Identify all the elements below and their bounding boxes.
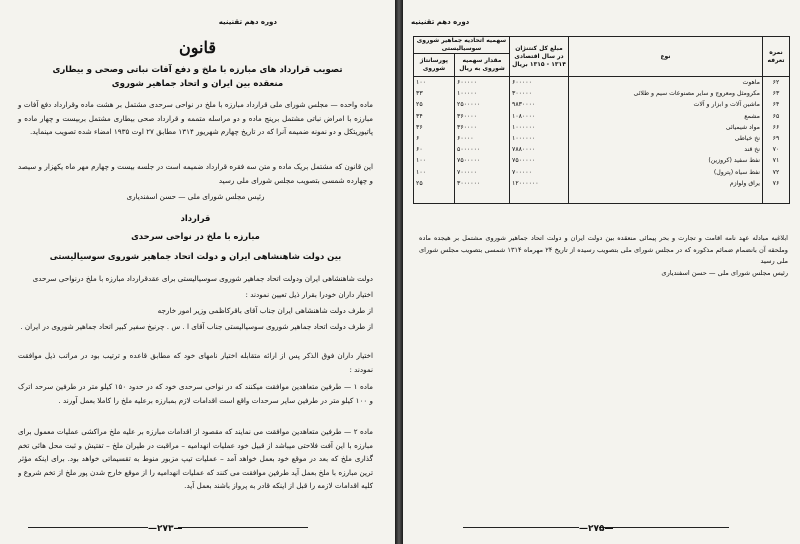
- running-head: دوره دهم تقنینیه: [218, 18, 277, 26]
- page-number: —۲۷۳—: [148, 524, 183, 534]
- cell-number: ۶۳: [763, 88, 790, 99]
- table-row: [414, 144, 790, 155]
- cell-number: ۶۶: [763, 122, 790, 133]
- col-header-item: نوع: [569, 37, 763, 77]
- table-row: [414, 88, 790, 99]
- table-row: [414, 77, 790, 89]
- tariff-table: [413, 36, 790, 204]
- cell-item: مواد شیمیائی: [569, 122, 763, 133]
- table-row: [414, 133, 790, 144]
- cell-share-percent: ۱۰۰: [414, 77, 455, 89]
- table-row: [414, 167, 790, 178]
- footer-rule: [28, 527, 148, 528]
- cell-share-percent: ۶۰: [414, 144, 455, 155]
- cell-share-percent: ۲۵: [414, 178, 455, 189]
- cell-share-percent: ۱۰۰: [414, 167, 455, 178]
- cell-share-amount: ۲۵۰۰۰۰۰: [455, 99, 510, 110]
- plenipotentiary-iran: از طرف دولت شاهنشاهی ایران جناب آقای باقرکاظمی وزیر امور خارجه: [157, 306, 373, 315]
- table-row: [414, 122, 790, 133]
- cell-item: یراق ولوازم: [569, 178, 763, 189]
- cell-item: نخ قند: [569, 144, 763, 155]
- plenipotentiary-ussr: از طرف دولت اتحاد جماهیر شوروی سوسیالیستی جناب آقای ا . س . چرنیخ سفیر کبیر اتحاد جماهیر شوروی در ایران .: [20, 322, 373, 331]
- cell-item: مشمع: [569, 111, 763, 122]
- cell-total: ۳۰۰۰۰۰: [510, 88, 569, 99]
- cell-share-amount: ۶۰۰۰۰: [455, 133, 510, 144]
- cell-share-amount: ۳۶۰۰۰۰: [455, 111, 510, 122]
- preamble: دولت شاهنشاهی ایران ودولت اتحاد جماهیر شوروی سوسیالیستی برای عقدقرارداد مبارزه با ملخ درنواحی سرحدی: [32, 274, 373, 283]
- cell-item: نفط سیاه (پترول): [569, 167, 763, 178]
- speaker-signature: رئیس مجلس شورای ملی — حسن اسفندیاری: [661, 269, 788, 277]
- cell-total: ۷۰۰۰۰۰: [510, 167, 569, 178]
- cell-share-amount: ۳۶۰۰۰۰: [455, 122, 510, 133]
- speaker-signature: رئیس مجلس شورای ملی — حسن اسفندیاری: [126, 192, 265, 201]
- col-header-share-percent: پورسانتاژ شوروی: [414, 54, 455, 77]
- cell-number: ۷۰: [763, 144, 790, 155]
- law-subtitle-line-1: تصویب قرارداد های مبارزه با ملخ و دفع آفات نباتی وصحی و بیطاری: [52, 65, 343, 75]
- cell-share-amount: ۶۰۰۰۰۰: [455, 77, 510, 89]
- table-row: [414, 111, 790, 122]
- cell-item: ماهوت: [569, 77, 763, 89]
- agreement-parties: بین دولت شاهنشاهی ایران و دولت اتحاد جماهیر شوروی سوسیالیستی: [49, 251, 342, 261]
- cell-share-percent: ۶: [414, 133, 455, 144]
- cell-number: ۷۲: [763, 167, 790, 178]
- table-row: [414, 99, 790, 110]
- cell-number: ۶۹: [763, 133, 790, 144]
- cell-share-percent: ۳۶: [414, 122, 455, 133]
- cell-total: ۱۰۸۰۰۰۰: [510, 111, 569, 122]
- footer-rule: [599, 527, 729, 528]
- agreement-subtitle: مبارزه با ملخ در نواحی سرحدی: [131, 231, 260, 241]
- cell-share-percent: ۱۰۰: [414, 155, 455, 166]
- cell-share-amount: ۳۰۰۰۰۰۰: [455, 178, 510, 189]
- cell-share-amount: ۵۰۰۰۰۰۰: [455, 144, 510, 155]
- cell-number: ۶۴: [763, 99, 790, 110]
- agreement-title: قرارداد: [180, 213, 211, 223]
- cell-share-percent: ۳۴: [414, 111, 455, 122]
- right-page: [403, 0, 800, 544]
- cell-item: ماشین آلات و ابزار و آلات: [569, 99, 763, 110]
- cell-number: ۷۱: [763, 155, 790, 166]
- cell-share-percent: ۳۳: [414, 88, 455, 99]
- cell-number: ۶۵: [763, 111, 790, 122]
- cell-number: ۷۶: [763, 178, 790, 189]
- plenipotentiaries-intro: اختیار داران خودرا بقرار ذیل تعیین نمودند :: [245, 290, 373, 299]
- cell-total: ۱۲۰۰۰۰۰۰: [510, 178, 569, 189]
- cell-total: ۷۸۸۰۰۰۰: [510, 144, 569, 155]
- exchange-note: ابلاغیه مبادله عهد نامه اقامت و تجارت و بحر پیمائی منعقده بین دولت ایران و دولت اتحاد جماهیر شوروی مشتمل بر هیجده ماده وملحقه آن بانضمام ضمائم مذکوره که در مجلس شورای ملی بتصویب رسیده از تاریخ ۲۴ مهرماه ۱۳۱۴ شمسی بتصویب مجلس شورای ملی رسید: [419, 234, 788, 265]
- cell-total: ۱۰۰۰۰۰۰: [510, 133, 569, 144]
- col-header-soviet-share: سهمیه اتحادیه جماهیر شوروی سوسیالیستی: [414, 37, 510, 54]
- footer-rule: [463, 527, 579, 528]
- cell-item: مکرومثل ومعروج و سایر مصنوعات سیم و طلائی: [569, 88, 763, 99]
- agreement-clause: اختیار داران فوق الذکر پس از ارائه متقابله اختیار نامهای خود که مطابق قاعده و ترتیب بود در مراتب ذیل موافقت نمودند :: [18, 351, 373, 374]
- law-title: قانون: [179, 38, 216, 57]
- cell-total: ۷۵۰۰۰۰۰: [510, 155, 569, 166]
- running-head: دوره دهم تقنینیه: [411, 18, 470, 26]
- table-spacer-cell: [414, 189, 455, 204]
- table-spacer-cell: [510, 189, 569, 204]
- cell-share-amount: ۷۰۰۰۰۰: [455, 167, 510, 178]
- cell-total: ۱۰۰۰۰۰۰: [510, 122, 569, 133]
- table-spacer-cell: [455, 189, 510, 204]
- table-row: [414, 178, 790, 189]
- cell-total: ۹۸۳۰۰۰۰: [510, 99, 569, 110]
- ratification-text: این قانون که مشتمل بریک ماده و متن سه فقره قرارداد ضمیمه است در جلسه بیست و چهارم مهر ماه یکهزار و سیصد و چهارده شمسی بتصویب مجلس شورای ملی رسید: [18, 162, 373, 185]
- page-number: —۲۷۵—: [579, 524, 614, 534]
- law-subtitle-line-2: منعقده بین ایران و اتحاد جماهیر شوروی: [111, 79, 284, 89]
- article-1: ماده ۱ — طرفین متعاهدین موافقت میکنند که در نواحی سرحدی خود که در حدود ۱۵۰ کیلو متر در طرفین سرحد اترک و ۱۰۰ کیلو متر در طرفین سایر سرحدات واقع است اقدامات لازم بمبارزه برعلیه ملخ را کاملا بعمل آورند .: [18, 382, 373, 405]
- table-spacer-row: [414, 189, 790, 204]
- table-spacer-cell: [569, 189, 763, 204]
- article-2: ماده ۲ — طرفین متعاهدین موافقت می نمایند که مقصود از اقدامات مبارزه بر علیه ملخ مراکشی عملیات معمول برای مبارزه با این آفت فلاحتی میباشد از قبیل خود عملیات انهدامیه – مراقبت در طیران ملخ – تفتیش و ثبت محل هائی تخم گذاری ملخ که بعد در موقع خود بعمل خواهد آمد – عملیات تیپ مزبور منوط به تقسیماتی خواهد بود. برای اینکه مؤثر ترین مبارزه با ملخ بعمل آید طرفین موافقت می کنند که عملیات انهدامیه را از موقع خارج شدن پور ملخ از تخم شروع و کلیه اقدامات لازمه را قبل از اینکه قادر به پرواز باشند بعمل آید.: [18, 427, 373, 490]
- table-row: [414, 155, 790, 166]
- cell-number: ۶۲: [763, 77, 790, 89]
- left-page: [0, 0, 395, 544]
- cell-item: نفط سفید (کروزین): [569, 155, 763, 166]
- col-header-share-amount: مقدار سهمیه شوروی به ریال: [455, 54, 510, 77]
- single-article: ماده واحده — مجلس شورای ملی قرارداد مبارزه با ملخ در نواحی سرحدی مشتمل بر هشت ماده وقرارداد دفع آفات و مبارزه با امراض نباتی مشتمل برپنج ماده و دو مراسله متممه و قرارداد صحی بیطاری مشتمل بربیست و چهار ماده و پاتیوریتکل و دو نمونه ضمیمه آنرا که در تاریخ چهارم شهریور ۱۳۱۴ مطابق ۲۷ اوت ۱۹۳۵ امضاء شده تصویب مینماید.: [18, 100, 373, 136]
- col-header-number: نمره تعرفه: [763, 37, 790, 77]
- cell-total: ۶۰۰۰۰۰: [510, 77, 569, 89]
- cell-item: نخ خیاطی: [569, 133, 763, 144]
- book-gutter: [395, 0, 403, 544]
- table-spacer-cell: [763, 189, 790, 204]
- cell-share-percent: ۲۵: [414, 99, 455, 110]
- col-header-total: مبلغ کل کنتنژان در سال اقتصادی ۱۳۱۴ - ۱۳۱۵ بریال: [510, 37, 569, 77]
- cell-share-amount: ۱۰۰۰۰۰: [455, 88, 510, 99]
- footer-rule: [178, 527, 308, 528]
- cell-share-amount: ۷۵۰۰۰۰۰: [455, 155, 510, 166]
